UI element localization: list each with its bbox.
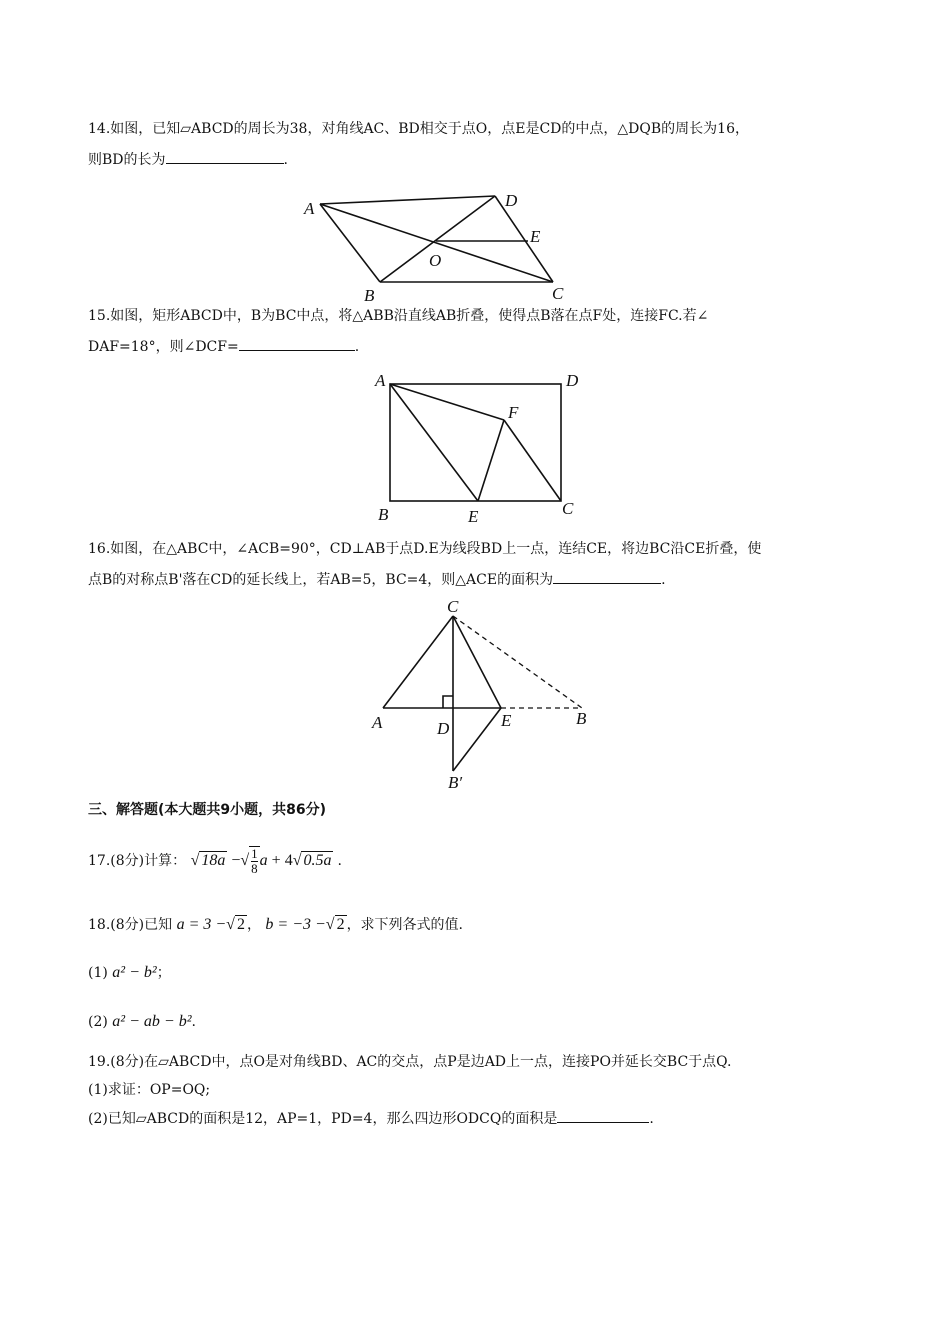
figure-15-rectangle <box>370 368 590 528</box>
fig14-diagonal-ac <box>320 204 553 282</box>
q15-end: . <box>354 339 360 355</box>
fig15-rectangle-abcd <box>390 384 561 501</box>
q17-frac-den: 8 <box>251 861 258 877</box>
fig15-segment-fc <box>504 420 561 501</box>
fig15-segment-fe <box>478 420 504 501</box>
q15-line2 <box>88 336 359 358</box>
section-3-heading: 三、解答题(本大题共9小题，共86分) <box>88 802 327 818</box>
fig16-segment-ce <box>453 616 501 708</box>
q16-line2 <box>88 569 666 591</box>
q17-radicand-1: 18a <box>201 852 226 869</box>
q18-a-radicand: 2 <box>236 916 245 933</box>
q17-radicand-3: 0.5a <box>303 852 332 869</box>
fig16-label-b-prime: B′ <box>448 773 463 792</box>
fig16-label-d: D <box>437 719 450 738</box>
q19-line3 <box>88 1108 654 1130</box>
q18-part2 <box>88 1011 196 1033</box>
fig15-segment-af <box>390 384 504 420</box>
q18-part1 <box>88 962 171 984</box>
q18-part2-end: . <box>191 1014 196 1030</box>
fig14-label-a: A <box>304 199 315 218</box>
q15-prompt: DAF=18°，则∠DCF= <box>88 339 239 355</box>
fig14-label-b: B <box>364 286 375 305</box>
q18-part1-label: (1) <box>88 965 108 981</box>
fig14-label-o: O <box>429 251 442 270</box>
q16-prompt: 点B的对称点B'落在CD的延长线上，若AB=5，BC=4，则△ACE的面积为 <box>88 572 554 588</box>
q18-line: 18.(8分)已知 a = 3 −√ 2 ， b = −3 −√ 2 ，求下列各式的值. <box>88 916 464 933</box>
fig16-label-c: C <box>447 597 459 616</box>
q14-line1: 14.如图，已知▱ABCD的周长为38，对角线AC、BD相交于点O，点E是CD的中点，△DQB的周长为16， <box>88 121 749 137</box>
q19-line2: (1)求证：OP=OQ; <box>88 1082 211 1098</box>
q18-a-expr: a = 3 −√ 2 <box>176 916 245 933</box>
q19-prompt: (2)已知▱ABCD的面积是12，AP=1，PD=4，那么四边形ODCQ的面积是 <box>88 1111 558 1127</box>
q15-answer-blank[interactable] <box>239 336 355 351</box>
q19-end: . <box>649 1111 654 1127</box>
q17-fraction <box>249 846 260 876</box>
q18-prefix: 18.(8分)已知 <box>88 917 173 933</box>
q18-suffix: ，求下列各式的值. <box>346 917 464 933</box>
q14-answer-blank[interactable] <box>166 149 284 164</box>
fig14-label-e: E <box>530 227 541 246</box>
q17-expression: √ 18a −√ $\frac{1}{8}$ a + 4√ 0.5a <box>190 846 332 877</box>
fig14-side-ba <box>320 204 380 282</box>
q17-end: . <box>337 853 342 869</box>
q19-line1: 19.(8分)在▱ABCD中，点O是对角线BD、AC的交点，点P是边AD上一点，连接PO并延长交BC于点Q. <box>88 1054 732 1070</box>
figure-16-triangle <box>360 596 610 796</box>
fig16-label-e: E <box>501 711 512 730</box>
fig16-label-b: B <box>576 709 587 728</box>
fig16-label-a: A <box>372 713 383 732</box>
q16-line1: 16.如图，在△ABC中，∠ACB=90°，CD⊥AB于点D.E为线段BD上一点，连结CE，将边BC沿CE折叠，使 <box>88 541 762 557</box>
fig15-label-d: D <box>566 371 579 390</box>
fig16-dashed-cb <box>453 616 582 708</box>
fig14-side-ad <box>320 196 495 204</box>
fig15-segment-ae <box>390 384 478 501</box>
fig14-label-c: C <box>552 284 564 303</box>
fig15-label-a: A <box>375 371 386 390</box>
fig15-label-e: E <box>468 507 479 526</box>
q18-part2-label: (2) <box>88 1014 108 1030</box>
q15-line1: 15.如图，矩形ABCD中，B为BC中点，将△ABB沿直线AB折叠，使得点B落在点F处，连接FC.若∠ <box>88 308 709 324</box>
q17-prefix: 17.(8分)计算： <box>88 853 187 869</box>
q14-end: . <box>283 152 288 168</box>
q18-part1-expr: a² − b² <box>112 964 157 981</box>
q16-end: . <box>661 572 666 588</box>
q18-part2-expr: a² − ab − b² <box>112 1013 192 1030</box>
q18-b-expr: b = −3 −√ 2 <box>265 916 345 933</box>
fig16-segment-eb-prime <box>453 708 501 771</box>
fig16-right-angle-mark <box>443 696 453 708</box>
q17-coefficient: 4 <box>284 852 293 869</box>
q17-line <box>88 846 342 876</box>
figure-14-parallelogram <box>290 186 590 304</box>
fig15-label-c: C <box>562 499 574 518</box>
q17-frac-num: 1 <box>251 846 258 862</box>
fig14-side-dc <box>495 196 553 282</box>
fig15-label-f: F <box>508 403 519 422</box>
fig14-label-d: D <box>505 191 518 210</box>
q16-answer-blank[interactable] <box>553 569 661 584</box>
fig15-label-b: B <box>378 505 389 524</box>
fig16-side-ca <box>383 616 453 708</box>
q17-plus: + <box>271 852 281 869</box>
q19-answer-blank[interactable] <box>557 1108 649 1123</box>
q14-prompt: 则BD的长为 <box>88 152 166 168</box>
q18-b-lhs: b = −3 − <box>265 916 326 933</box>
q18-b-radicand: 2 <box>336 916 345 933</box>
q17-a: a <box>259 852 268 869</box>
q18-a-lhs: a = 3 − <box>176 916 227 933</box>
q14-line2 <box>88 149 288 171</box>
q18-part1-end: ； <box>156 965 171 981</box>
